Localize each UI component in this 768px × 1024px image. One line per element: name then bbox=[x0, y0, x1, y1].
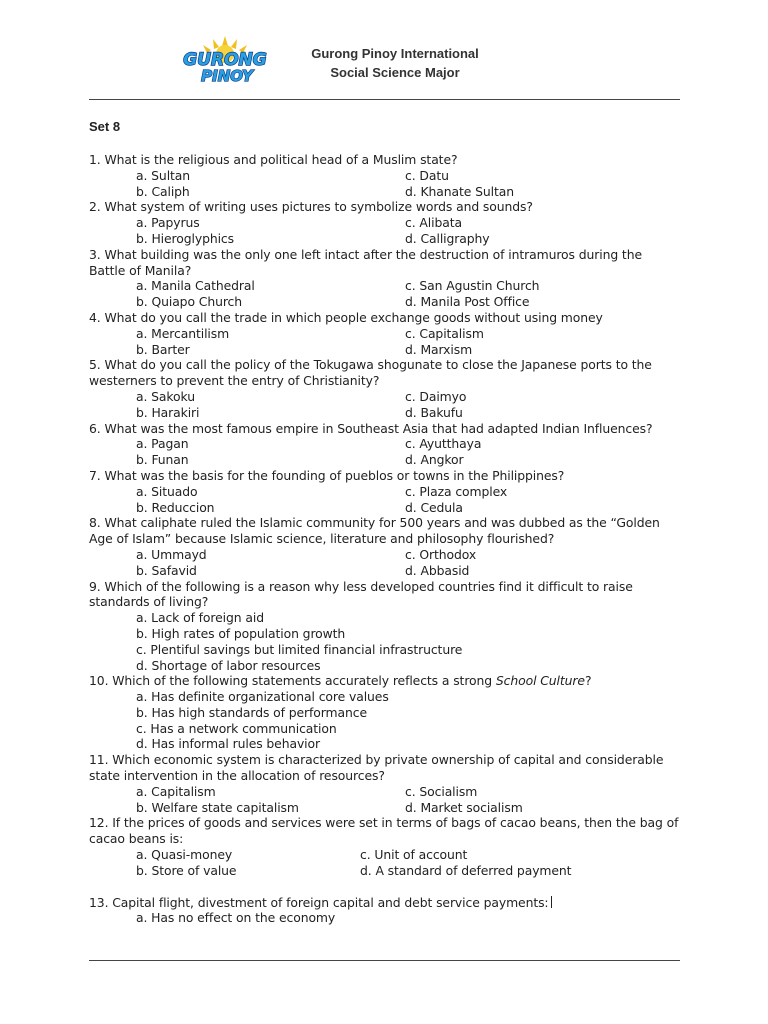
choice-a: a. Pagan bbox=[136, 436, 189, 452]
question-13 bbox=[89, 895, 681, 927]
footer-divider bbox=[89, 960, 680, 961]
choice-b: b. Has high standards of performance bbox=[136, 704, 367, 720]
choice-a: a. Has definite organizational core values bbox=[136, 689, 389, 705]
choice-a: a. Quasi-money bbox=[136, 847, 233, 863]
question-text: 9. Which of the following is a reason why less developed countries find it difficult to raise standards of living? bbox=[89, 578, 633, 610]
choice-d: d. Has informal rules behavior bbox=[136, 736, 320, 752]
header-title-line1: Gurong Pinoy International bbox=[311, 46, 479, 61]
choice-a: a. Ummayd bbox=[136, 546, 207, 562]
question-text-emphasis: School Culture bbox=[495, 673, 585, 689]
choice-c: c. Datu bbox=[405, 167, 449, 183]
question-text: 5. What do you call the policy of the Tokugawa shogunate to close the Japanese ports to the westerners to prevent the entry of Christianity? bbox=[89, 357, 652, 389]
logo-text-bottom: PINOY bbox=[201, 67, 253, 85]
choice-b: b. Barter bbox=[136, 341, 190, 357]
choice-d: d. Calligraphy bbox=[405, 230, 490, 246]
header-title bbox=[300, 44, 490, 82]
question-text-content: 13. Capital flight, divestment of foreign capital and debt service payments: bbox=[89, 894, 549, 910]
choice-d: d. A standard of deferred payment bbox=[360, 862, 572, 878]
header-title-line2: Social Science Major bbox=[330, 65, 460, 80]
spacer bbox=[89, 879, 681, 895]
choice-b: b. Reduccion bbox=[136, 499, 215, 515]
gurong-pinoy-logo bbox=[175, 34, 275, 86]
question-11 bbox=[89, 752, 681, 815]
question-4 bbox=[89, 310, 681, 357]
question-5 bbox=[89, 357, 681, 420]
question-list bbox=[89, 152, 681, 926]
question-text: 6. What was the most famous empire in Southeast Asia that had adapted Indian Influences? bbox=[89, 420, 653, 436]
choice-b: b. Harakiri bbox=[136, 404, 200, 420]
question-text: 3. What building was the only one left intact after the destruction of intramuros during the Battle of Manila? bbox=[89, 246, 642, 278]
choice-c: c. Plentiful savings but limited financial infrastructure bbox=[136, 641, 463, 657]
choice-a: a. Situado bbox=[136, 483, 198, 499]
question-2 bbox=[89, 199, 681, 246]
choice-c: c. Capitalism bbox=[405, 325, 484, 341]
choice-d: d. Angkor bbox=[405, 452, 464, 468]
choice-b: b. Store of value bbox=[136, 862, 237, 878]
question-text: 1. What is the religious and political head of a Muslim state? bbox=[89, 152, 458, 167]
choice-c: c. Unit of account bbox=[360, 847, 468, 863]
question-12 bbox=[89, 815, 681, 878]
choice-a: a. Mercantilism bbox=[136, 325, 230, 341]
question-text: 4. What do you call the trade in which people exchange goods without using money bbox=[89, 309, 603, 325]
choice-a: a. Capitalism bbox=[136, 783, 216, 799]
question-text: 2. What system of writing uses pictures to symbolize words and sounds? bbox=[89, 199, 533, 215]
choice-c: c. Has a network communication bbox=[136, 720, 337, 736]
choice-a: a. Manila Cathedral bbox=[136, 278, 255, 294]
text-cursor bbox=[551, 896, 552, 908]
choice-a: a. Sakoku bbox=[136, 388, 195, 404]
choice-d: d. Bakufu bbox=[405, 404, 463, 420]
choice-b: b. Funan bbox=[136, 452, 189, 468]
choice-d: d. Abbasid bbox=[405, 562, 470, 578]
choice-d: d. Shortage of labor resources bbox=[136, 657, 321, 673]
question-10 bbox=[89, 673, 681, 752]
question-8 bbox=[89, 515, 681, 578]
logo-text-top: GURONG bbox=[183, 50, 267, 70]
header-divider bbox=[89, 99, 680, 100]
choice-d: d. Cedula bbox=[405, 499, 463, 515]
choice-b: b. Caliph bbox=[136, 183, 190, 199]
question-text: 12. If the prices of goods and services were set in terms of bags of cacao beans, then the bag of cacao beans is: bbox=[89, 815, 679, 847]
set-title: Set 8 bbox=[89, 119, 121, 134]
choice-a: a. Sultan bbox=[136, 167, 191, 183]
page-header bbox=[0, 0, 768, 100]
choice-a: a. Has no effect on the economy bbox=[136, 910, 336, 926]
question-text bbox=[89, 895, 681, 911]
choice-a: a. Papyrus bbox=[136, 215, 200, 231]
choice-c: c. Ayutthaya bbox=[405, 436, 482, 452]
question-text: 11. Which economic system is characterized by private ownership of capital and considerable state intervention in the allocation of resources? bbox=[89, 752, 664, 784]
question-7 bbox=[89, 468, 681, 515]
question-text-post: ? bbox=[584, 673, 592, 689]
choice-c: c. Socialism bbox=[405, 783, 478, 799]
question-text bbox=[89, 673, 681, 689]
question-text: 8. What caliphate ruled the Islamic community for 500 years and was dubbed as the “Golden Age of Islam” because Islamic science, literature and philosophy flourished? bbox=[89, 515, 660, 547]
question-text-pre: 10. Which of the following statements accurately reflects a strong bbox=[89, 673, 496, 689]
choice-c: c. Daimyo bbox=[405, 388, 467, 404]
choice-b: b. Quiapo Church bbox=[136, 294, 243, 310]
choice-d: d. Marxism bbox=[405, 341, 473, 357]
question-text: 7. What was the basis for the founding of pueblos or towns in the Philippines? bbox=[89, 467, 565, 483]
choice-c: c. Plaza complex bbox=[405, 483, 508, 499]
question-9 bbox=[89, 579, 681, 674]
choice-b: b. High rates of population growth bbox=[136, 625, 346, 641]
choice-c: c. San Agustin Church bbox=[405, 278, 540, 294]
choice-d: d. Market socialism bbox=[405, 799, 523, 815]
choice-d: d. Khanate Sultan bbox=[405, 183, 514, 199]
choice-c: c. Alibata bbox=[405, 215, 462, 231]
choice-b: b. Hieroglyphics bbox=[136, 230, 234, 246]
choice-d: d. Manila Post Office bbox=[405, 294, 530, 310]
choice-b: b. Welfare state capitalism bbox=[136, 799, 299, 815]
choice-c: c. Orthodox bbox=[405, 546, 477, 562]
question-3 bbox=[89, 247, 681, 310]
choice-a: a. Lack of foreign aid bbox=[136, 610, 264, 626]
choice-b: b. Safavid bbox=[136, 562, 197, 578]
question-1 bbox=[89, 152, 681, 199]
question-6 bbox=[89, 421, 681, 468]
